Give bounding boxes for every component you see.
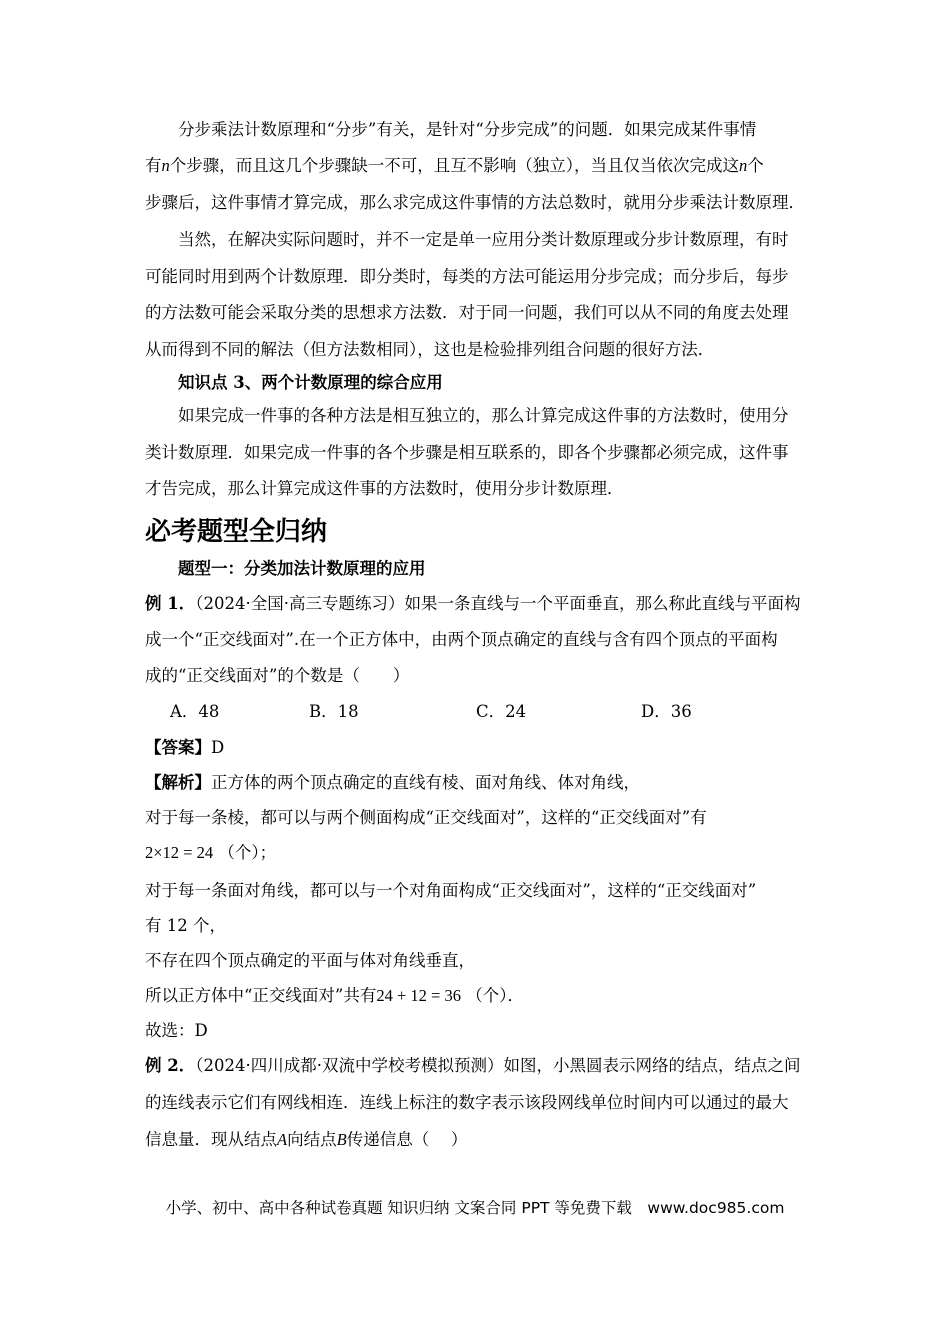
example1-analysis-line-5: 有 12 个， bbox=[145, 916, 226, 935]
paragraph-combo-line-1: 当然，在解决实际问题时，并不一定是单一应用分类计数原理或分步计数原理，有时 bbox=[178, 230, 789, 249]
example1-option-a: A．48 bbox=[170, 702, 220, 721]
footer-download-link[interactable]: 小学、初中、高中各种试卷真题 知识归纳 文案合同 PPT 等免费下载 www.doc985.com bbox=[165, 1199, 785, 1217]
paragraph-step-line-3: 步骤后，这件事情才算完成，那么求完成这件事情的方法总数时，就用分步乘法计数原理． bbox=[145, 193, 805, 212]
example1-line-2: 成一个“正交线面对”.在一个正方体中，由两个顶点确定的直线与含有四个顶点的平面构 bbox=[145, 630, 778, 649]
example1-line-1: 例 1．（2024·全国·高三专题练习）如果一条直线与一个平面垂直，那么称此直线与平面构 bbox=[145, 594, 801, 613]
node-a-label: A bbox=[277, 1130, 288, 1149]
example2-line-1: 例 2．（2024·四川成都·双流中学校考模拟预测）如图，小黑圆表示网络的结点，结点之间 bbox=[145, 1056, 801, 1075]
paragraph-k3-line-3: 才告完成，那么计算完成这件事的方法数时，使用分步计数原理． bbox=[145, 479, 624, 498]
example1-analysis-line-2: 对于每一条棱，都可以与两个侧面构成“正交线面对”，这样的“正交线面对”有 bbox=[145, 808, 707, 827]
knowledge3-title: 知识点 3、两个计数原理的综合应用 bbox=[178, 373, 443, 392]
node-b-label: B bbox=[336, 1130, 347, 1149]
paragraph-combo-line-3: 的方法数可能会采取分类的思想求方法数．对于同一问题，我们可以从不同的角度去处理 bbox=[145, 303, 789, 322]
paragraph-k3-line-2: 类计数原理．如果完成一件事的各个步骤是相互联系的，即各个步骤都必须完成，这件事 bbox=[145, 443, 789, 462]
example1-analysis-line-3: 2×12 = 24 （个）； bbox=[145, 843, 277, 862]
section-title: 必考题型全归纳 bbox=[145, 517, 328, 547]
example1-answer: 【答案】D bbox=[145, 738, 225, 757]
example1-option-c: C．24 bbox=[476, 702, 527, 721]
calc-formula-2: 24 + 12 = 36 bbox=[376, 986, 461, 1005]
type1-title: 题型一：分类加法计数原理的应用 bbox=[178, 559, 426, 578]
paragraph-step-line-1: 分步乘法计数原理和“分步”有关，是针对“分步完成”的问题．如果完成某件事情 bbox=[178, 120, 757, 139]
paragraph-combo-line-4: 从而得到不同的解法（但方法数相同），这也是检验排列组合问题的很好方法． bbox=[145, 340, 715, 359]
calc-formula-1: 2×12 = 24 bbox=[145, 843, 214, 862]
paragraph-step-line-2: 有n个步骤，而且这几个步骤缺一不可，且互不影响（独立），当且仅当依次完成这n个 bbox=[145, 156, 764, 175]
example2-line-2: 的连线表示它们有网线相连．连线上标注的数字表示该段网线单位时间内可以通过的最大 bbox=[145, 1093, 789, 1112]
example1-analysis-line-4: 对于每一条面对角线，都可以与一个对角面构成“正交线面对”，这样的“正交线面对” bbox=[145, 881, 757, 900]
example1-choice: 故选：D bbox=[145, 1021, 208, 1040]
paragraph-combo-line-2: 可能同时用到两个计数原理．即分类时，每类的方法可能运用分步完成；而分步后，每步 bbox=[145, 267, 789, 286]
example1-line-3: 成的“正交线面对”的个数是（ ） bbox=[145, 666, 410, 685]
example2-line-3: 信息量．现从结点A向结点B传递信息（ ） bbox=[145, 1130, 468, 1149]
example1-analysis-line-6: 不存在四个顶点确定的平面与体对角线垂直， bbox=[145, 951, 475, 970]
paragraph-k3-line-1: 如果完成一件事的各种方法是相互独立的，那么计算完成这件事的方法数时，使用分 bbox=[178, 406, 789, 425]
example1-option-b: B．18 bbox=[309, 702, 359, 721]
example1-analysis-line-1: 【解析】正方体的两个顶点确定的直线有棱、面对角线、体对角线， bbox=[145, 773, 640, 792]
example1-option-d: D．36 bbox=[641, 702, 692, 721]
example1-analysis-line-7: 所以正方体中“正交线面对”共有24 + 12 = 36 （个）． bbox=[145, 986, 524, 1005]
